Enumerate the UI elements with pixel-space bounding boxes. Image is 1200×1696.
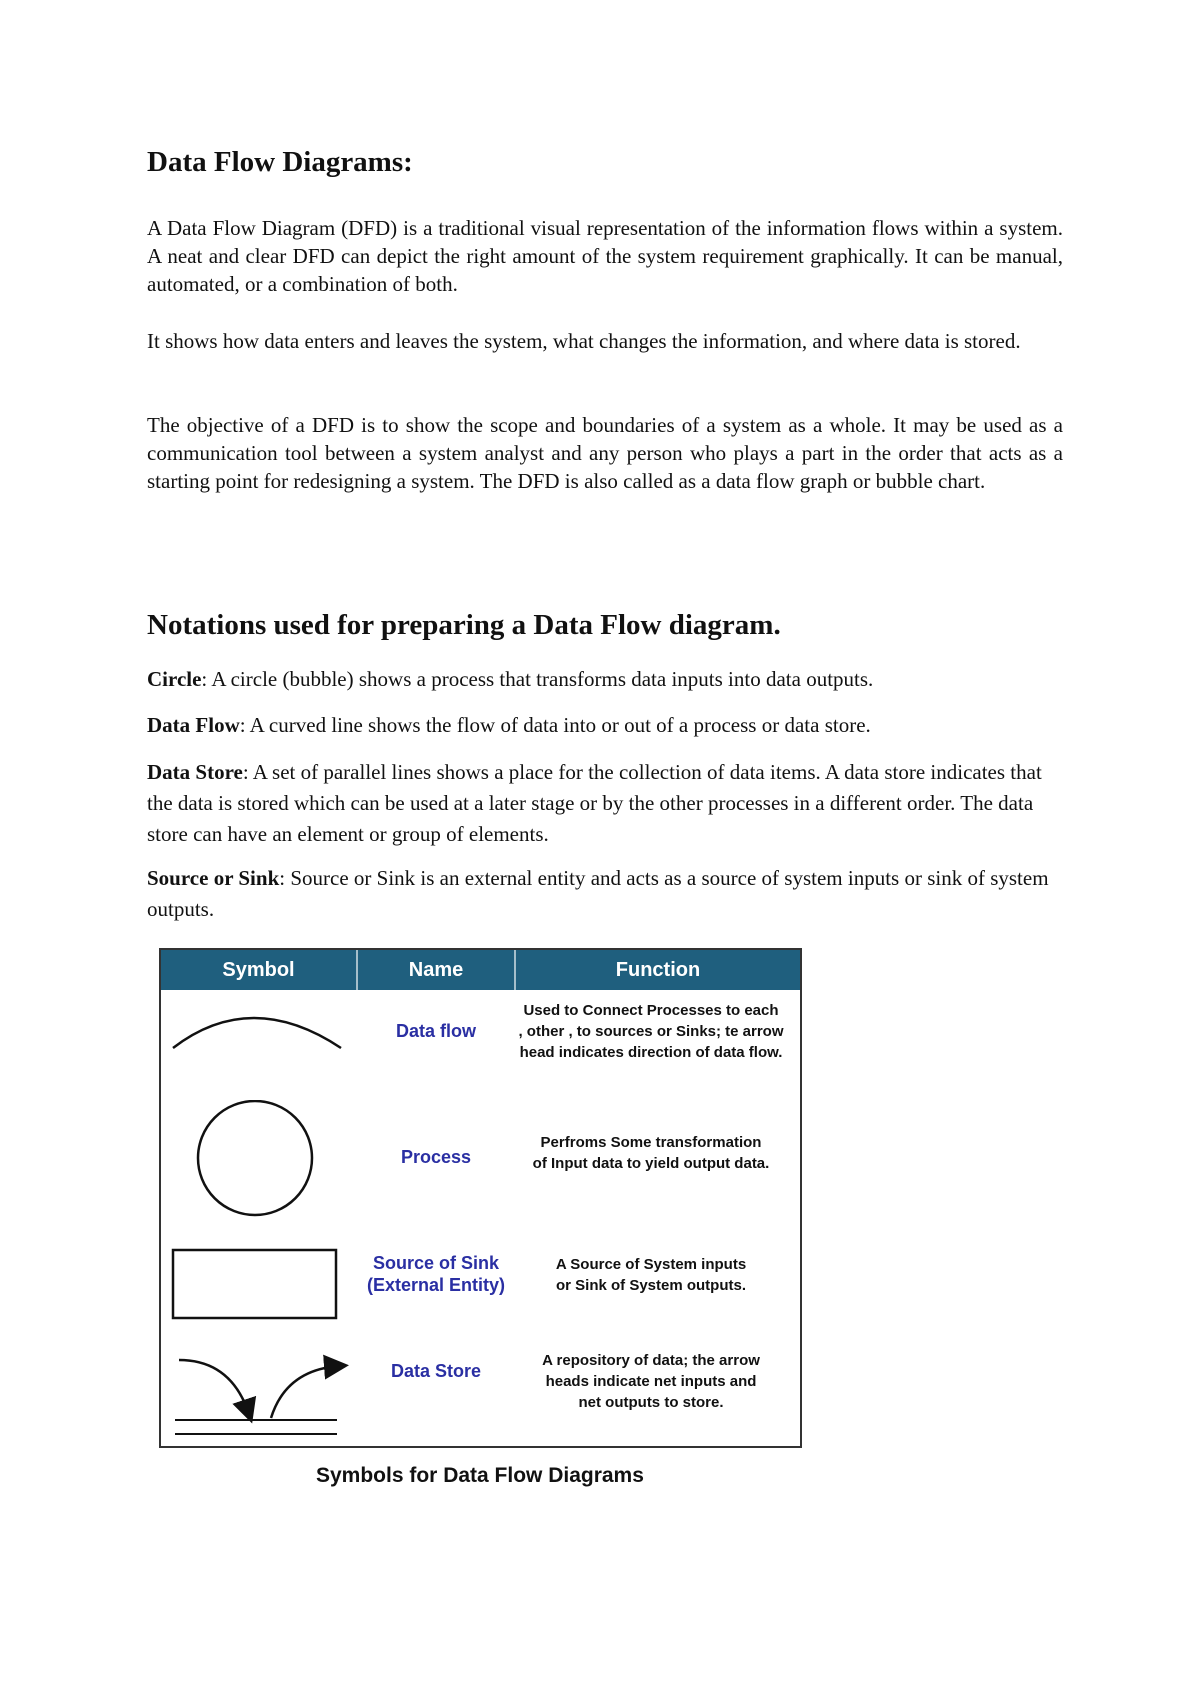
notation-term: Data Store [147, 760, 243, 784]
notation-data-store [147, 757, 1063, 850]
notation-text: : A set of parallel lines shows a place for the collection of data items. A data store indicates that the data is stored which can be used at a later stage or by the other processes in a different order. The data store can have an element or group of elements. [147, 760, 1042, 846]
circle-icon [161, 1100, 356, 1230]
paragraph-objective: The objective of a DFD is to show the scope and boundaries of a system as a whole. It may be used as a communication tool between a system analyst and any person who plays a part in the order that acts as a starting point for redesigning a system. The DFD is also called as a data flow graph or bubble chart. [147, 413, 1063, 493]
function-line: of Input data to yield output data. [532, 1155, 770, 1172]
function-line: head indicates direction of data flow. [519, 1044, 783, 1061]
row-name: Data Store [390, 1361, 482, 1381]
table-header [161, 950, 800, 990]
function-line: , other , to sources or Sinks; te arrow [518, 1023, 784, 1040]
row-function [516, 1000, 786, 1063]
dfd-symbols-table [159, 948, 802, 1448]
function-line: heads indicate net inputs and [545, 1373, 757, 1390]
function-line: A repository of data; the arrow [542, 1352, 760, 1369]
paragraph-data-enters: It shows how data enters and leaves the system, what changes the information, and where data is stored. [147, 329, 1021, 353]
function-line: A Source of System inputs [555, 1256, 747, 1273]
row-function [516, 1254, 786, 1296]
table-row [161, 1340, 800, 1446]
row-name: Data flow [395, 1021, 476, 1041]
curve-line-icon [161, 1000, 356, 1060]
notation-term: Data Flow [147, 713, 240, 737]
notation-data-flow [147, 710, 1063, 741]
function-line: Used to Connect Processes to each [523, 1002, 779, 1019]
name-line: Source of Sink [372, 1253, 500, 1273]
row-function [516, 1132, 786, 1174]
data-store-arrows-icon [161, 1340, 356, 1446]
row-function [516, 1350, 786, 1413]
table-row [161, 1100, 800, 1230]
table-row [161, 990, 800, 1100]
table-row [161, 1230, 800, 1340]
notation-text: : A circle (bubble) shows a process that transforms data inputs into data outputs. [201, 667, 874, 691]
notation-source-sink [147, 863, 1063, 925]
section-title-dfd: Data Flow Diagrams: [147, 146, 413, 178]
header-function: Function [615, 959, 701, 981]
function-line: or Sink of System outputs. [555, 1277, 747, 1294]
section-title-notations: Notations used for preparing a Data Flow diagram. [147, 609, 781, 641]
rectangle-icon [161, 1230, 356, 1340]
header-symbol: Symbol [222, 959, 295, 981]
name-line: (External Entity) [366, 1275, 506, 1295]
notation-term: Circle [147, 667, 202, 691]
function-line: Perfroms Some transformation [540, 1134, 762, 1151]
notation-text: : A curved line shows the flow of data into or out of a process or data store. [239, 713, 871, 737]
row-name: Process [400, 1147, 472, 1167]
paragraph-intro: A Data Flow Diagram (DFD) is a traditional visual representation of the information flows within a system. A neat and clear DFD can depict the right amount of the system requirement graphically. It can be manual, automated, or a combination of both. [147, 216, 1063, 296]
notation-circle [147, 664, 1063, 695]
notation-text: : Source or Sink is an external entity and acts as a source of system inputs or sink of system outputs. [147, 866, 1049, 921]
header-name: Name [408, 959, 464, 981]
row-name [356, 1252, 516, 1296]
figure-caption: Symbols for Data Flow Diagrams [316, 1464, 644, 1487]
notation-term: Source or Sink [147, 866, 280, 890]
function-line: net outputs to store. [578, 1394, 724, 1411]
